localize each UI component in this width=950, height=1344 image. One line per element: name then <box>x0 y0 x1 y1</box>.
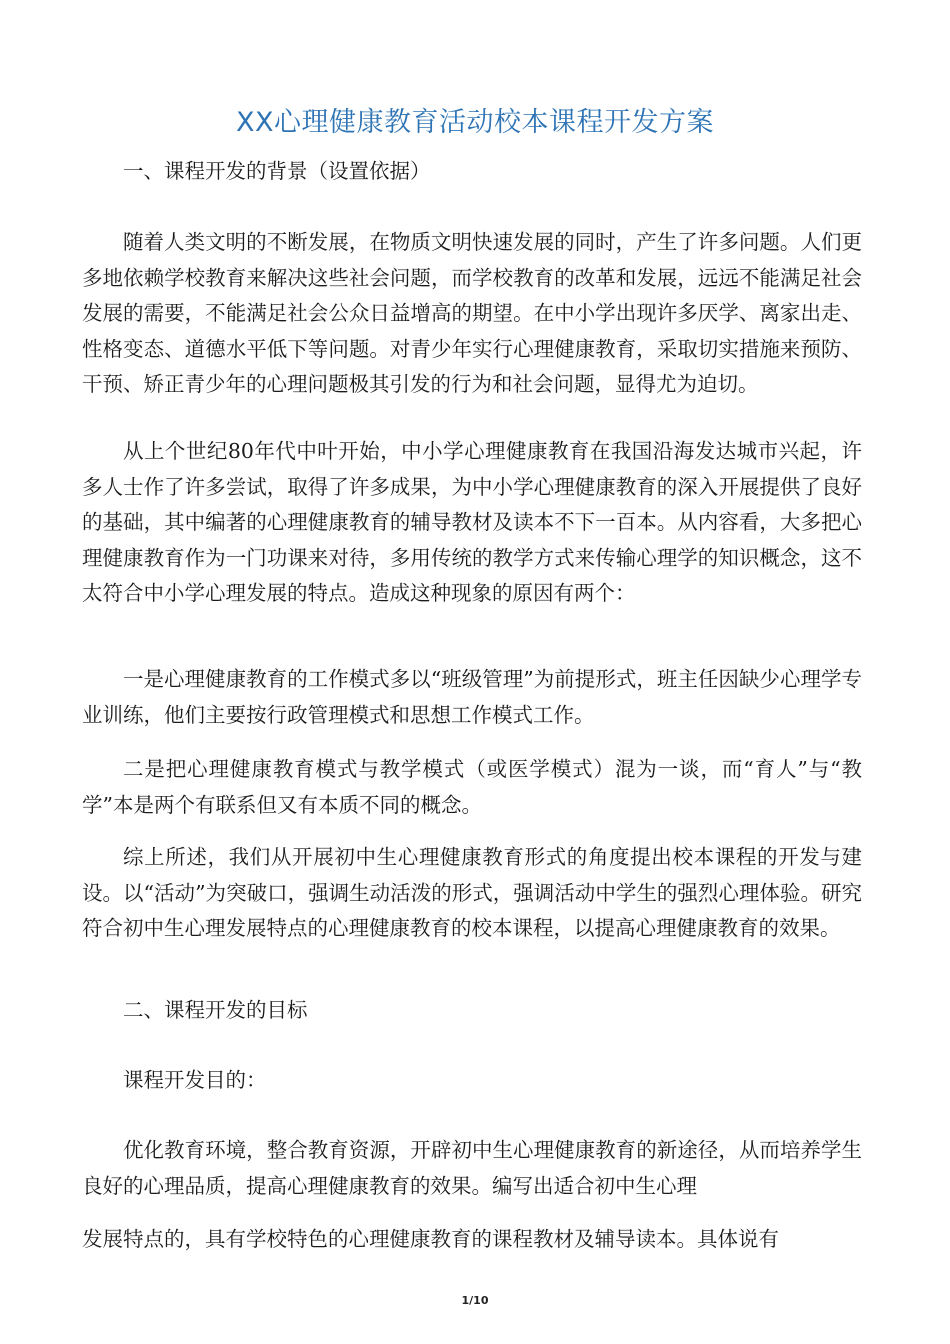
document-title: XX心理健康教育活动校本课程开发方案 <box>236 107 714 138</box>
body-block-7 <box>82 993 862 1029</box>
paragraph-6: 课程开发目的： <box>123 1068 267 1092</box>
body-block-8 <box>82 1063 862 1099</box>
paragraph-2: 从上个世纪80年代中叶开始，中小学心理健康教育在我国沿海发达城市兴起，许多人士作了许多尝试，取得了许多成果，为中小学心理健康教育的深入开展提供了良好的基础，其中编著的心理健康教育的辅导教材及读本不下一百本。从内容看，大多把心理健康教育作为一门功课来对待，多用传统的教学方式来传输心理学的知识概念，这不太符合中小学心理发展的特点。造成这种现象的原因有两个： <box>82 439 862 605</box>
body-block-2 <box>82 225 862 403</box>
body-block-10 <box>82 1222 862 1258</box>
paragraph-7b: 发展特点的，具有学校特色的心理健康教育的课程教材及辅导读本。具体说有 <box>82 1227 779 1251</box>
paragraph-3: 一是心理健康教育的工作模式多以“班级管理”为前提形式，班主任因缺少心理学专业训练，他们主要按行政管理模式和思想工作模式工作。 <box>82 667 862 727</box>
body-block-3 <box>82 434 862 612</box>
page-number: 1/10 <box>461 1294 489 1307</box>
body-block-6 <box>82 840 862 947</box>
paragraph-5: 综上所述，我们从开展初中生心理健康教育形式的角度提出校本课程的开发与建设。以“活动”为突破口，强调生动活泼的形式，强调活动中学生的强烈心理体验。研究符合初中生心理发展特点的心理健康教育的校本课程，以提高心理健康教育的效果。 <box>82 845 862 940</box>
paragraph-7a: 优化教育环境，整合教育资源，开辟初中生心理健康教育的新途径，从而培养学生良好的心理品质，提高心理健康教育的效果。编写出适合初中生心理 <box>82 1138 862 1198</box>
body-block-1 <box>82 154 862 190</box>
body-block-5 <box>82 752 862 823</box>
body-block-4 <box>82 662 862 733</box>
section-heading-goals: 二、课程开发的目标 <box>123 998 308 1022</box>
body-block-9 <box>82 1133 862 1204</box>
paragraph-4: 二是把心理健康教育模式与教学模式（或医学模式）混为一谈，而“育人”与“教学”本是两个有联系但又有本质不同的概念。 <box>82 757 862 817</box>
section-heading-background: 一、课程开发的背景（设置依据） <box>123 159 431 183</box>
paragraph-1: 随着人类文明的不断发展，在物质文明快速发展的同时，产生了许多问题。人们更多地依赖学校教育来解决这些社会问题，而学校教育的改革和发展，远远不能满足社会发展的需要，不能满足社会公众日益增高的期望。在中小学出现许多厌学、离家出走、性格变态、道德水平低下等问题。对青少年实行心理健康教育，采取切实措施来预防、干预、矫正青少年的心理问题极其引发的行为和社会问题，显得尤为迫切。 <box>82 230 862 396</box>
